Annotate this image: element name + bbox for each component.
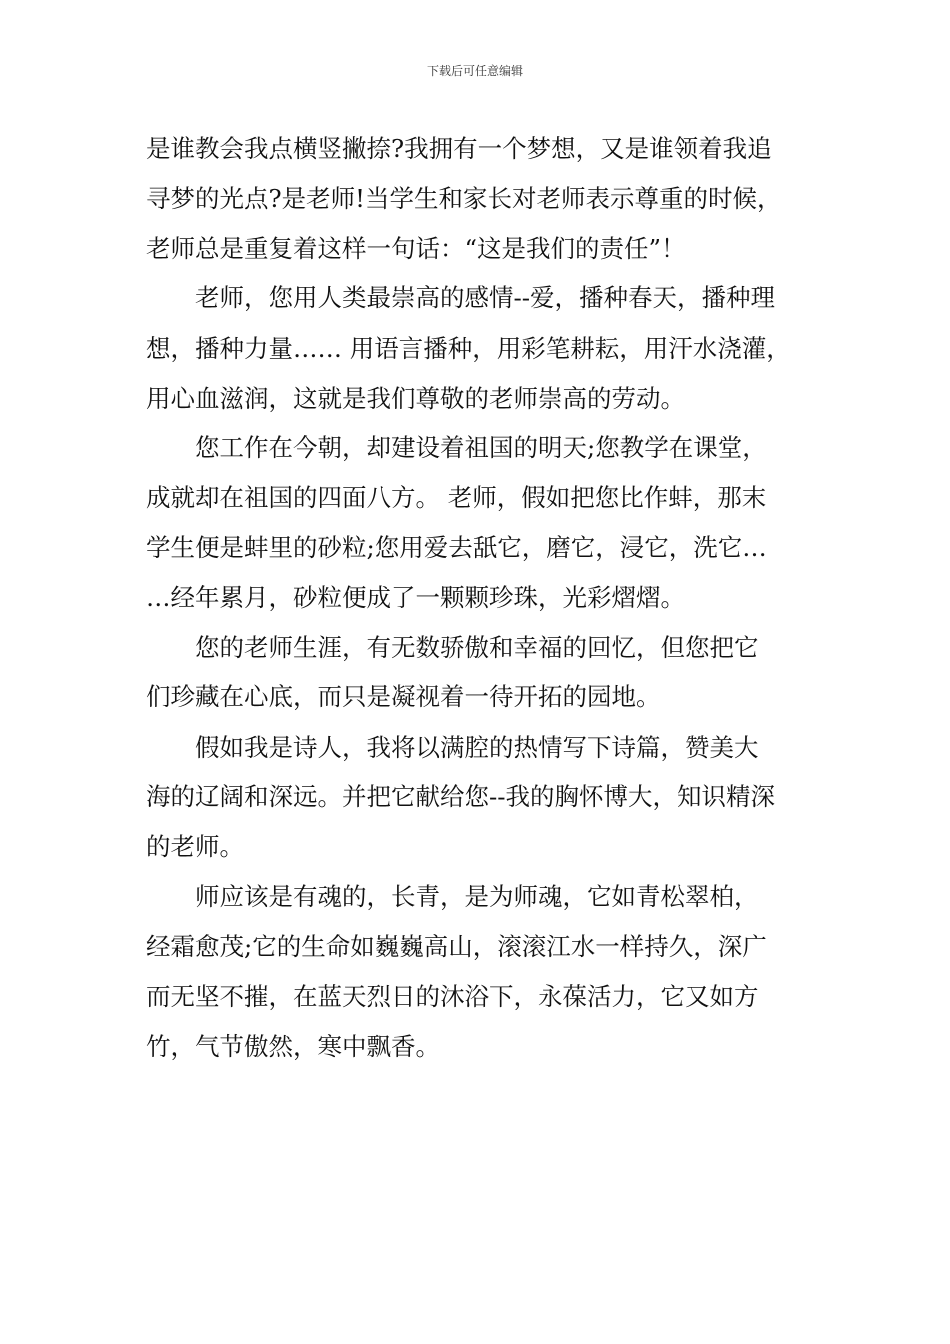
paragraph-first-line: 老师，您用人类最崇高的感情--爱，播种春天，播种理 bbox=[195, 283, 776, 312]
text-line: 而无坚不摧，在蓝天烈日的沐浴下，永葆活力，它又如方 bbox=[146, 982, 759, 1011]
text-line: 想，播种力量…… 用语言播种，用彩笔耕耘，用汗水浇灌， bbox=[146, 334, 791, 363]
text-line: 老师总是重复着这样一句话：“这是我们的责任”！ bbox=[146, 234, 686, 263]
text-line: 用心血滋润，这就是我们尊敬的老师崇高的劳动。 bbox=[146, 384, 685, 413]
text-line: …经年累月，砂粒便成了一颗颗珍珠，光彩熠熠。 bbox=[146, 583, 685, 612]
text-line: 经霜愈茂;它的生命如巍巍高山，滚滚江水一样持久，深广 bbox=[146, 932, 767, 961]
text-line: 学生便是蚌里的砂粒;您用爱去舐它，磨它，浸它，洗它… bbox=[146, 533, 767, 562]
paragraph-first-line: 假如我是诗人，我将以满腔的热情写下诗篇，赞美大 bbox=[195, 733, 759, 762]
text-line: 是谁教会我点横竖撇捺?我拥有一个梦想，又是谁领着我追 bbox=[146, 134, 772, 163]
paragraph-first-line: 您的老师生涯，有无数骄傲和幸福的回忆，但您把它 bbox=[195, 633, 759, 662]
page-header: 下载后可任意编辑 bbox=[426, 64, 523, 78]
text-line: 的老师。 bbox=[146, 832, 244, 861]
text-line: 们珍藏在心底，而只是凝视着一待开拓的园地。 bbox=[146, 682, 661, 711]
text-line: 寻梦的光点?是老师!当学生和家长对老师表示尊重的时候， bbox=[146, 184, 782, 213]
paragraph-first-line: 您工作在今朝，却建设着祖国的明天;您教学在课堂， bbox=[195, 433, 767, 462]
paragraph-first-line: 师应该是有魂的，长青，是为师魂，它如青松翠柏， bbox=[195, 882, 759, 911]
text-line: 成就却在祖国的四面八方。 老师，假如把您比作蚌，那末 bbox=[146, 483, 767, 512]
text-line: 竹，气节傲然，寒中飘香。 bbox=[146, 1032, 440, 1061]
text-line: 海的辽阔和深远。并把它献给您--我的胸怀博大，知识精深 bbox=[146, 782, 776, 811]
